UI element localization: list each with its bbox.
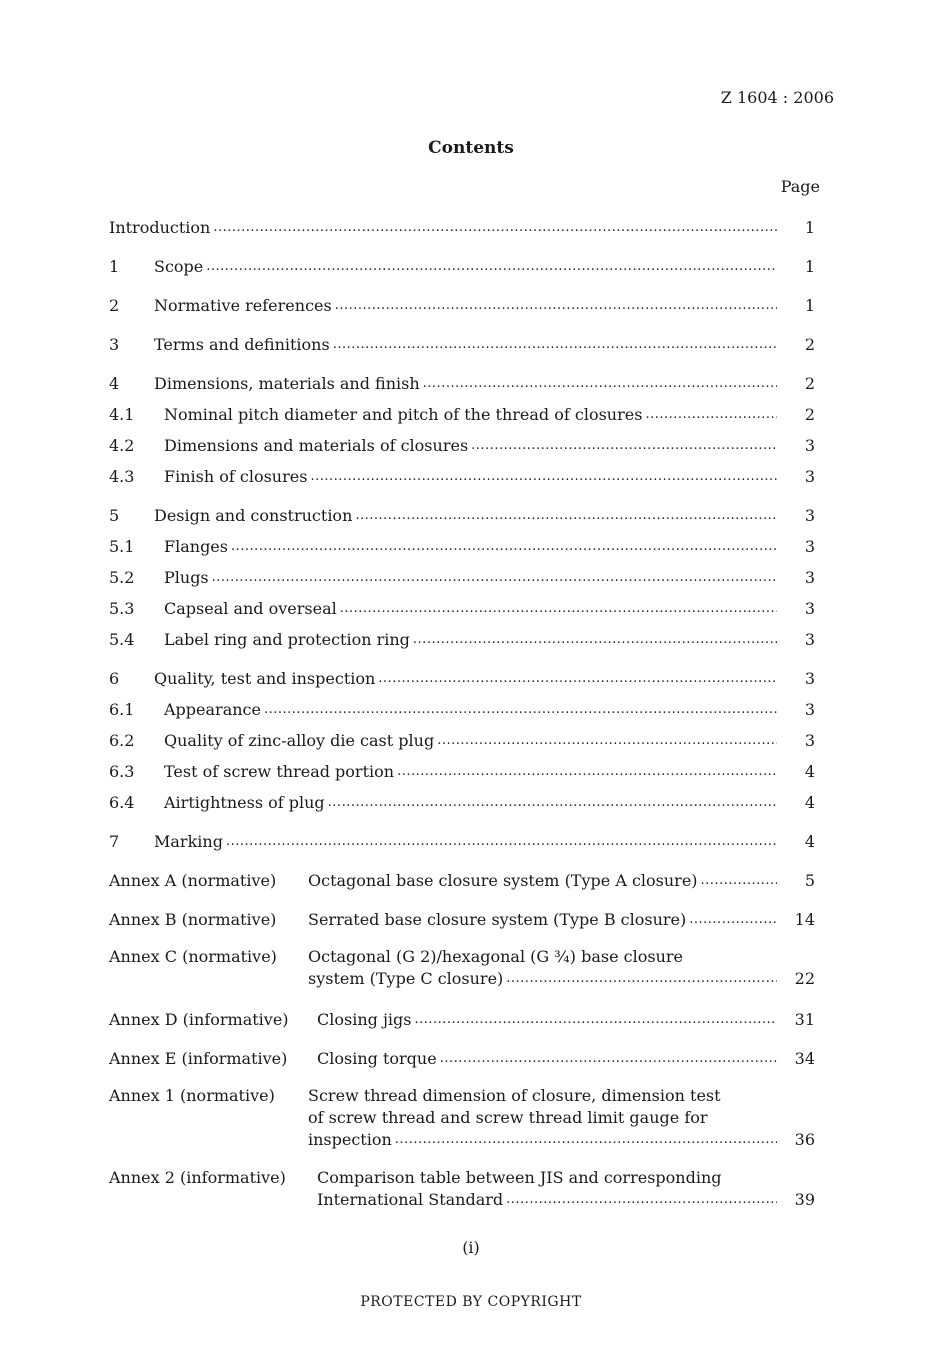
toc-entry-page: 3 xyxy=(804,630,815,649)
annex-page: 34 xyxy=(794,1049,815,1068)
leader-dots xyxy=(645,405,777,425)
copyright-notice: PROTECTED BY COPYRIGHT xyxy=(360,1294,582,1310)
toc-entry[interactable] xyxy=(109,246,815,277)
leader-dots xyxy=(397,762,777,782)
leader-dots xyxy=(264,700,777,720)
toc-entry-number: 7 xyxy=(109,832,120,851)
toc-entry-number: 5.4 xyxy=(109,630,135,649)
toc-entry-page: 4 xyxy=(804,793,815,812)
toc-entry-number: 1 xyxy=(109,257,120,276)
toc-entry-page: 4 xyxy=(804,762,815,781)
toc-entry[interactable] xyxy=(109,821,815,852)
toc-entry-number: 6 xyxy=(109,669,120,688)
leader-dots xyxy=(689,910,777,930)
toc-entry-text: Marking xyxy=(154,832,223,851)
annex-title: Octagonal base closure system (Type A closure) xyxy=(308,871,698,890)
toc-entry-page: 3 xyxy=(804,436,815,455)
toc-entry-page: 3 xyxy=(804,537,815,556)
toc-entry-text: Nominal pitch diameter and pitch of the thread of closures xyxy=(164,405,643,424)
toc-subentry[interactable] xyxy=(109,425,815,456)
leader-dots xyxy=(355,506,777,526)
leader-dots xyxy=(506,969,777,989)
annex-label: Annex 2 (informative) xyxy=(109,1168,286,1187)
toc-entry-number: 5 xyxy=(109,506,120,525)
toc-annex-entry[interactable] xyxy=(109,999,815,1030)
leader-dots xyxy=(423,374,777,394)
annex-title: Closing torque xyxy=(317,1049,437,1068)
toc-entry-number: 6.3 xyxy=(109,762,135,781)
toc-entry-text: Appearance xyxy=(164,700,261,719)
toc-entry-text: Plugs xyxy=(164,568,209,587)
leader-dots xyxy=(328,793,777,813)
toc-entry[interactable] xyxy=(109,495,815,526)
annex-title-line: Octagonal (G 2)/hexagonal (G ¾) base closure xyxy=(308,947,683,966)
toc-annex-entry[interactable] xyxy=(109,860,815,891)
annex-title: inspection xyxy=(308,1130,392,1149)
toc-entry-page: 3 xyxy=(804,599,815,618)
toc-entry-text: Quality, test and inspection xyxy=(154,669,376,688)
toc-entry[interactable] xyxy=(109,658,815,689)
toc-annex-entry[interactable] xyxy=(109,947,815,989)
leader-dots xyxy=(471,436,777,456)
annex-label: Annex D (informative) xyxy=(109,1010,289,1029)
leader-dots xyxy=(378,669,777,689)
toc-entry-text: Dimensions and materials of closures xyxy=(164,436,469,455)
toc-entry-text: Terms and definitions xyxy=(154,335,330,354)
toc-entry-number: 6.4 xyxy=(109,793,135,812)
toc-entry-page: 1 xyxy=(804,257,815,276)
toc-entry-number: 4 xyxy=(109,374,120,393)
table-of-contents xyxy=(109,207,815,1210)
toc-entry-number: 5.1 xyxy=(109,537,135,556)
toc-entry-text: Normative references xyxy=(154,296,332,315)
toc-entry-number: 5.2 xyxy=(109,568,135,587)
leader-dots xyxy=(231,537,777,557)
annex-title-line: of screw thread and screw thread limit gauge for xyxy=(308,1108,708,1127)
leader-dots xyxy=(213,218,777,238)
toc-subentry[interactable] xyxy=(109,526,815,557)
toc-entry-text: Flanges xyxy=(164,537,228,556)
leader-dots xyxy=(440,1049,777,1069)
toc-subentry[interactable] xyxy=(109,456,815,487)
toc-subentry[interactable] xyxy=(109,394,815,425)
toc-entry-page: 1 xyxy=(804,218,815,237)
toc-entry-text: Airtightness of plug xyxy=(164,793,325,812)
annex-page: 31 xyxy=(794,1010,815,1029)
toc-entry-text: Introduction xyxy=(109,218,211,237)
toc-subentry[interactable] xyxy=(109,619,815,650)
leader-dots xyxy=(333,335,777,355)
toc-entry-page: 3 xyxy=(804,467,815,486)
leader-dots xyxy=(395,1130,777,1150)
toc-annex-entry[interactable] xyxy=(109,1038,815,1069)
toc-entry-number: 4.3 xyxy=(109,467,135,486)
leader-dots xyxy=(226,832,777,852)
toc-entry[interactable] xyxy=(109,285,815,316)
page-title: Contents xyxy=(428,138,514,158)
annex-label: Annex 1 (normative) xyxy=(109,1086,275,1105)
leader-dots xyxy=(212,568,777,588)
annex-title: Closing jigs xyxy=(317,1010,412,1029)
annex-page: 36 xyxy=(794,1130,815,1149)
toc-subentry[interactable] xyxy=(109,689,815,720)
annex-title-line: Comparison table between JIS and corresponding xyxy=(317,1168,722,1187)
toc-entry-text: Scope xyxy=(154,257,204,276)
annex-title: International Standard xyxy=(317,1190,504,1209)
toc-entry-number: 6.1 xyxy=(109,700,135,719)
toc-entry-page: 4 xyxy=(804,832,815,851)
toc-entry-text: Finish of closures xyxy=(164,467,308,486)
toc-entry-page: 1 xyxy=(804,296,815,315)
annex-title-line: Screw thread dimension of closure, dimension test xyxy=(308,1086,721,1105)
toc-entry-text: Test of screw thread portion xyxy=(164,762,395,781)
page-column-label: Page xyxy=(780,177,820,196)
toc-entry[interactable] xyxy=(109,363,815,394)
leader-dots xyxy=(437,731,777,751)
annex-label: Annex B (normative) xyxy=(109,910,277,929)
toc-entry-page: 3 xyxy=(804,506,815,525)
toc-entry-number: 5.3 xyxy=(109,599,135,618)
leader-dots xyxy=(310,467,777,487)
toc-annex-entry[interactable] xyxy=(109,899,815,930)
toc-entry-page: 3 xyxy=(804,700,815,719)
toc-entry-page: 2 xyxy=(804,374,815,393)
leader-dots xyxy=(413,630,777,650)
annex-label: Annex E (informative) xyxy=(109,1049,288,1068)
annex-page: 14 xyxy=(794,910,815,929)
annex-page: 5 xyxy=(804,871,815,890)
toc-annex-entry[interactable] xyxy=(109,1168,815,1210)
annex-page: 39 xyxy=(794,1190,815,1209)
toc-entry-text: Design and construction xyxy=(154,506,353,525)
leader-dots xyxy=(701,871,777,891)
annex-title: Serrated base closure system (Type B closure) xyxy=(308,910,687,929)
leader-dots xyxy=(506,1190,777,1210)
leader-dots xyxy=(340,599,777,619)
annex-page: 22 xyxy=(794,969,815,988)
toc-subentry[interactable] xyxy=(109,782,815,813)
toc-entry-page: 3 xyxy=(804,731,815,750)
toc-entry-number: 2 xyxy=(109,296,120,315)
toc-entry-page: 3 xyxy=(804,568,815,587)
page-number: (i) xyxy=(462,1238,480,1257)
toc-entry-number: 6.2 xyxy=(109,731,135,750)
toc-entry-text: Quality of zinc-alloy die cast plug xyxy=(164,731,435,750)
leader-dots xyxy=(414,1010,777,1030)
toc-entry-text: Dimensions, materials and finish xyxy=(154,374,420,393)
annex-label: Annex A (normative) xyxy=(109,871,277,890)
toc-entry-text: Capseal and overseal xyxy=(164,599,337,618)
toc-entry-text: Label ring and protection ring xyxy=(164,630,410,649)
toc-entry-page: 3 xyxy=(804,669,815,688)
toc-entry-page: 2 xyxy=(804,405,815,424)
toc-entry-number: 4.1 xyxy=(109,405,135,424)
toc-entry-page: 2 xyxy=(804,335,815,354)
leader-dots xyxy=(206,257,777,277)
toc-entry-number: 4.2 xyxy=(109,436,135,455)
toc-subentry[interactable] xyxy=(109,751,815,782)
standard-number: Z 1604 : 2006 xyxy=(720,88,834,107)
toc-entry[interactable] xyxy=(109,324,815,355)
toc-annex-entry[interactable] xyxy=(109,1086,815,1150)
toc-subentry[interactable] xyxy=(109,720,815,751)
toc-subentry[interactable] xyxy=(109,557,815,588)
toc-entry-number: 3 xyxy=(109,335,120,354)
annex-title: system (Type C closure) xyxy=(308,969,504,988)
toc-entry-introduction[interactable] xyxy=(109,207,815,238)
leader-dots xyxy=(335,296,777,316)
toc-subentry[interactable] xyxy=(109,588,815,619)
annex-label: Annex C (normative) xyxy=(109,947,277,966)
